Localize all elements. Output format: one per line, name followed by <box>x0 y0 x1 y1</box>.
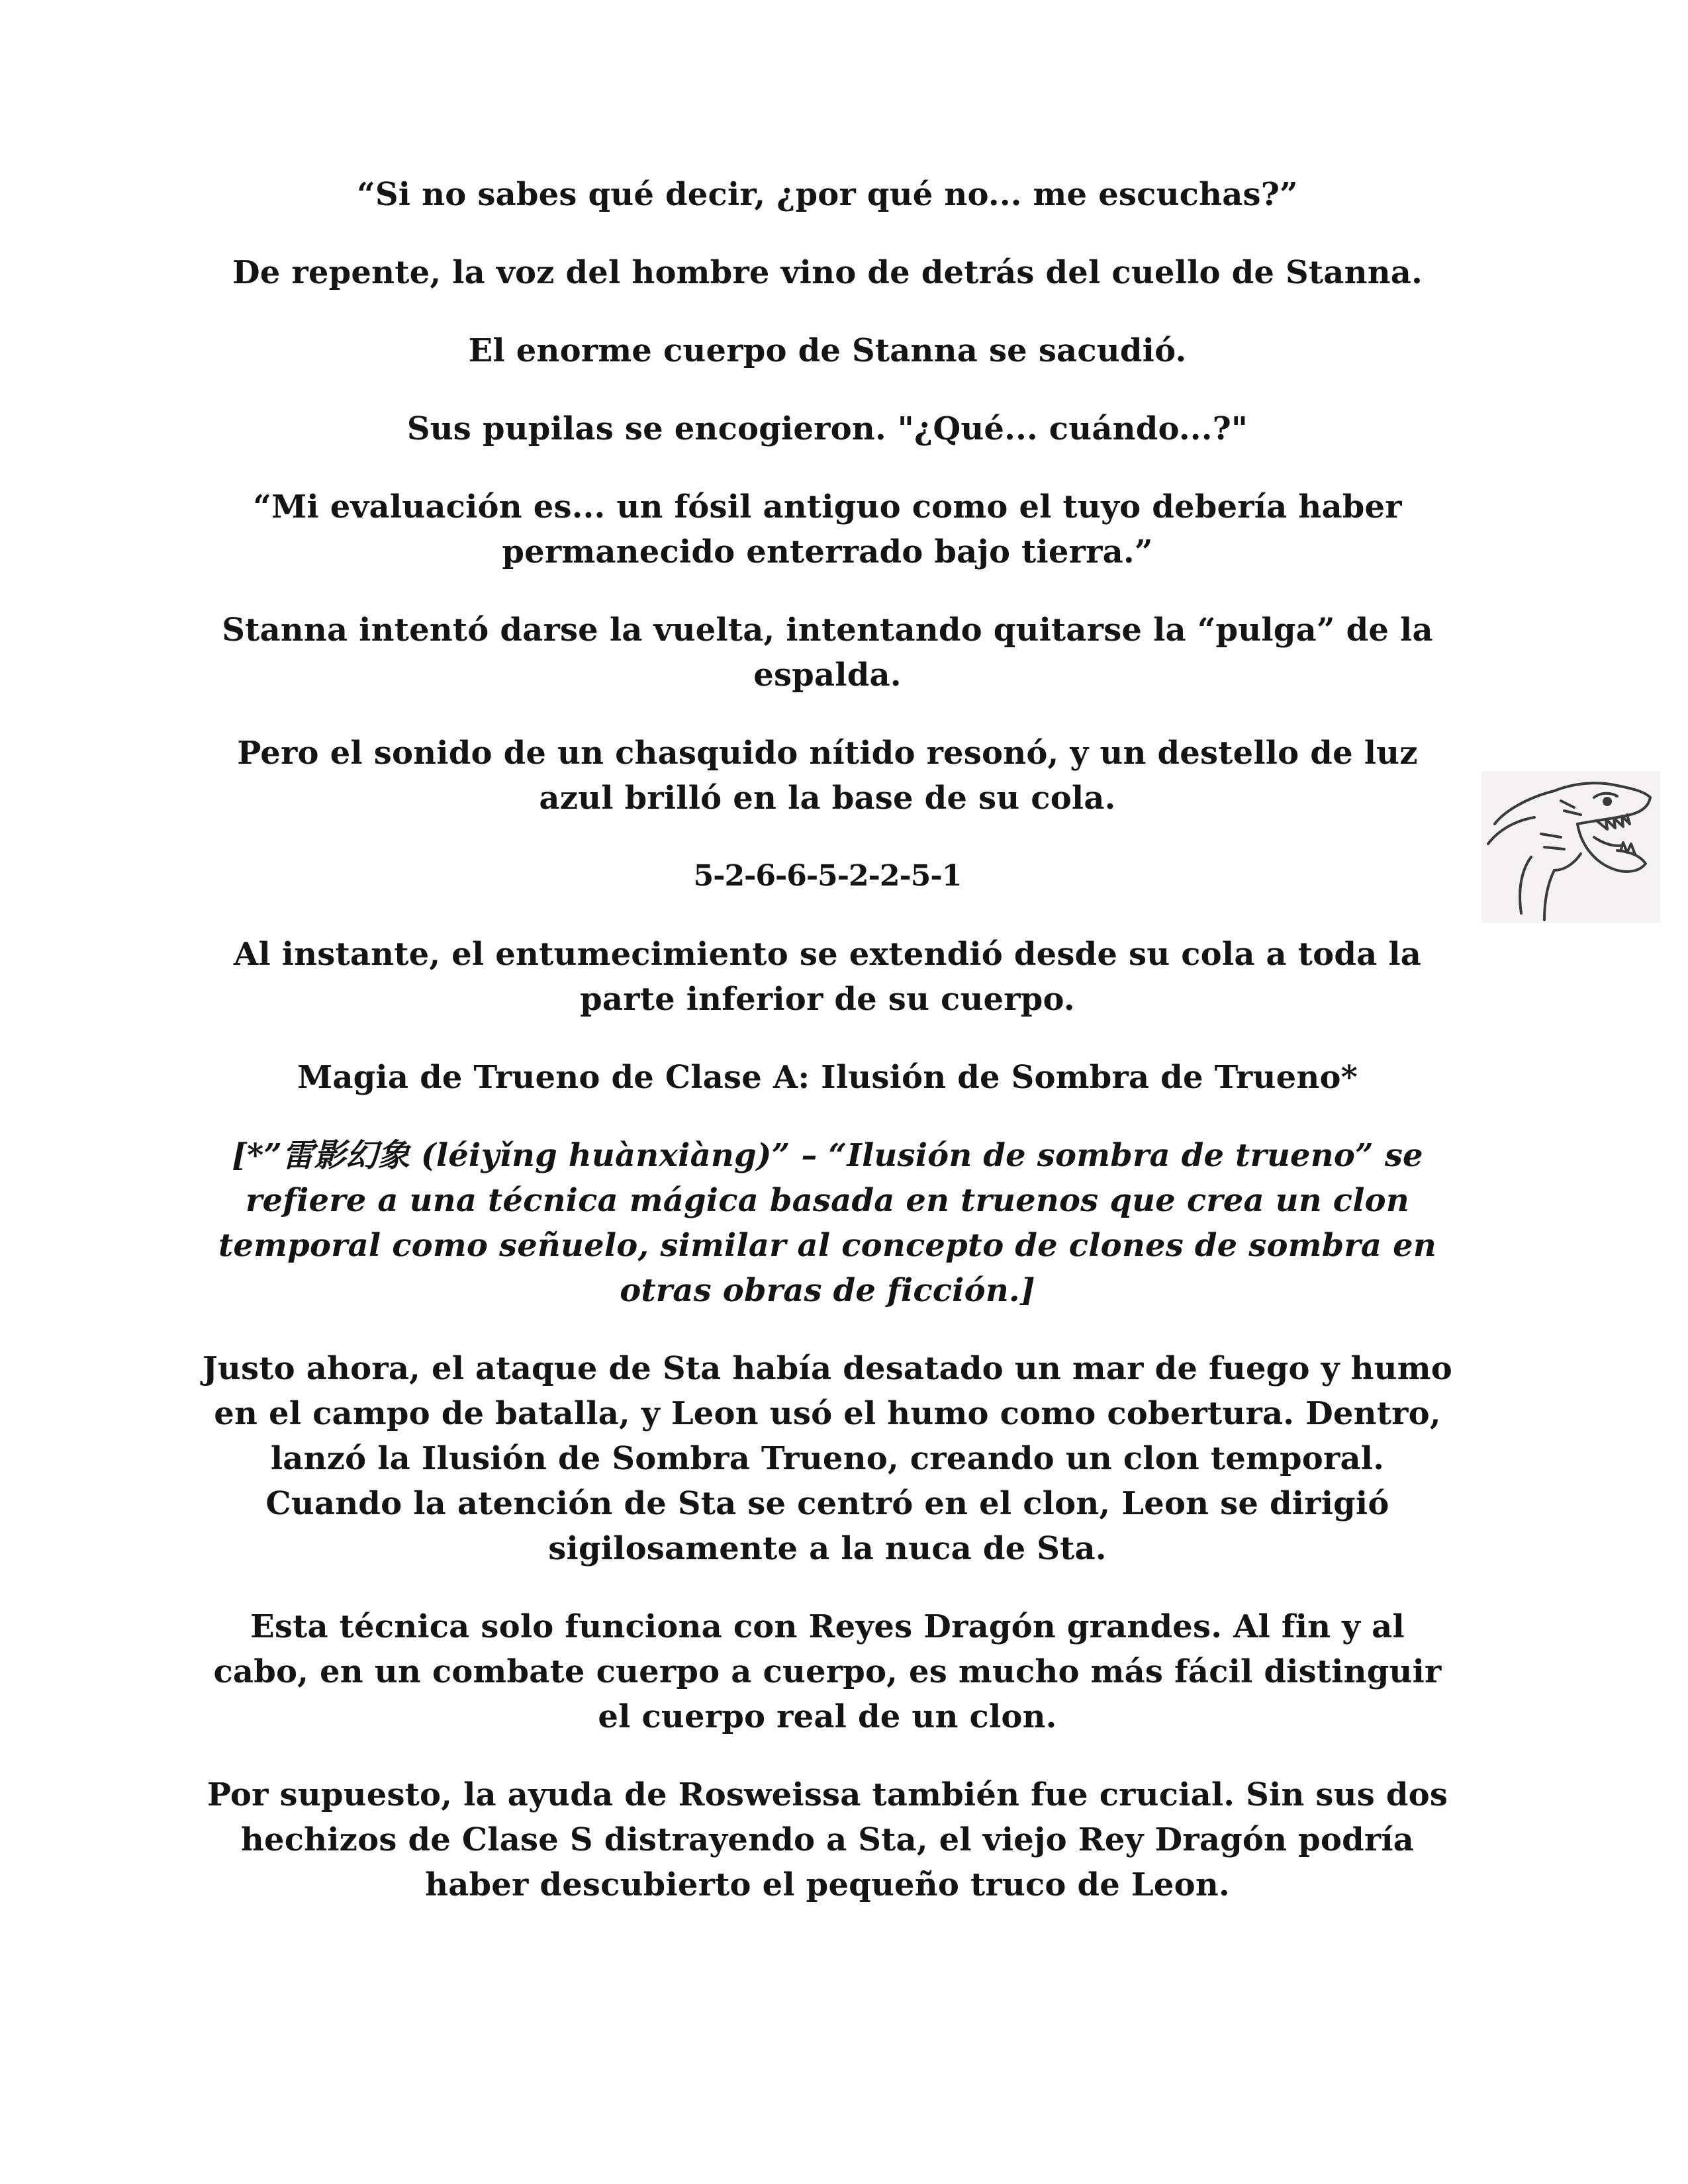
paragraph-blue-flash: Pero el sonido de un chasquido nítido resonó, y un destello de luz azul brilló en la base de su cola. <box>237 735 1418 817</box>
paragraph-turn-around: Stanna intentó darse la vuelta, intentando quitarse la “pulga” de la espalda. <box>222 612 1433 694</box>
paragraph-whisper-quote: “Si no sabes qué decir, ¿por qué no... me escuchas?” <box>357 176 1298 213</box>
paragraph-technique-limits: Esta técnica solo funciona con Reyes Dragón grandes. Al fin y al cabo, en un combate cuerpo a cuerpo, es mucho más fácil distinguir el cuerpo real de un clon. <box>213 1608 1442 1735</box>
paragraph-rosweissa-help: Por supuesto, la ayuda de Rosweissa también fue crucial. Sin sus dos hechizos de Clase S distrayendo a Sta, el viejo Rey Dragón podría haber descubierto el pequeño truco de Leon. <box>207 1776 1448 1903</box>
paragraph-spell-name: Magia de Trueno de Clase A: Ilusión de Sombra de Trueno* <box>297 1059 1358 1096</box>
paragraph-numbness: Al instante, el entumecimiento se extendió desde su cola a toda la parte inferior de su cuerpo. <box>233 936 1422 1018</box>
paragraph-translator-note: [*”雷影幻象 (léiyǐng huànxiàng)” – “Ilusión de sombra de trueno” se refiere a una técnica mágica basada en truenos que crea un clon temporal como señuelo, similar al concepto de clones de sombra en otras obras de ficción.] <box>218 1137 1436 1309</box>
dinosaur-head-icon <box>1481 771 1660 923</box>
paragraph-body-shook: El enorme cuerpo de Stanna se sacudió. <box>468 332 1187 369</box>
paragraph-evaluation-quote: “Mi evaluación es... un fósil antiguo como el tuyo debería haber permanecido enterrado bajo tierra.” <box>253 488 1402 570</box>
paragraph-number-code: 5-2-6-6-5-2-2-5-1 <box>693 859 962 893</box>
paragraph-smoke-cover: Justo ahora, el ataque de Sta había desatado un mar de fuego y humo en el campo de batalla, y Leon usó el humo como cobertura. Dentro, lanzó la Ilusión de Sombra Trueno, creando un clon temporal. Cuando la atención de Sta se centró en el clon, Leon se dirigió sigilosamente a la nuca de Sta. <box>203 1350 1452 1567</box>
document-body <box>199 172 1456 1940</box>
paragraph-voice-behind: De repente, la voz del hombre vino de detrás del cuello de Stanna. <box>232 254 1423 291</box>
paragraph-pupils: Sus pupilas se encogieron. "¿Qué... cuándo...?" <box>406 410 1248 447</box>
